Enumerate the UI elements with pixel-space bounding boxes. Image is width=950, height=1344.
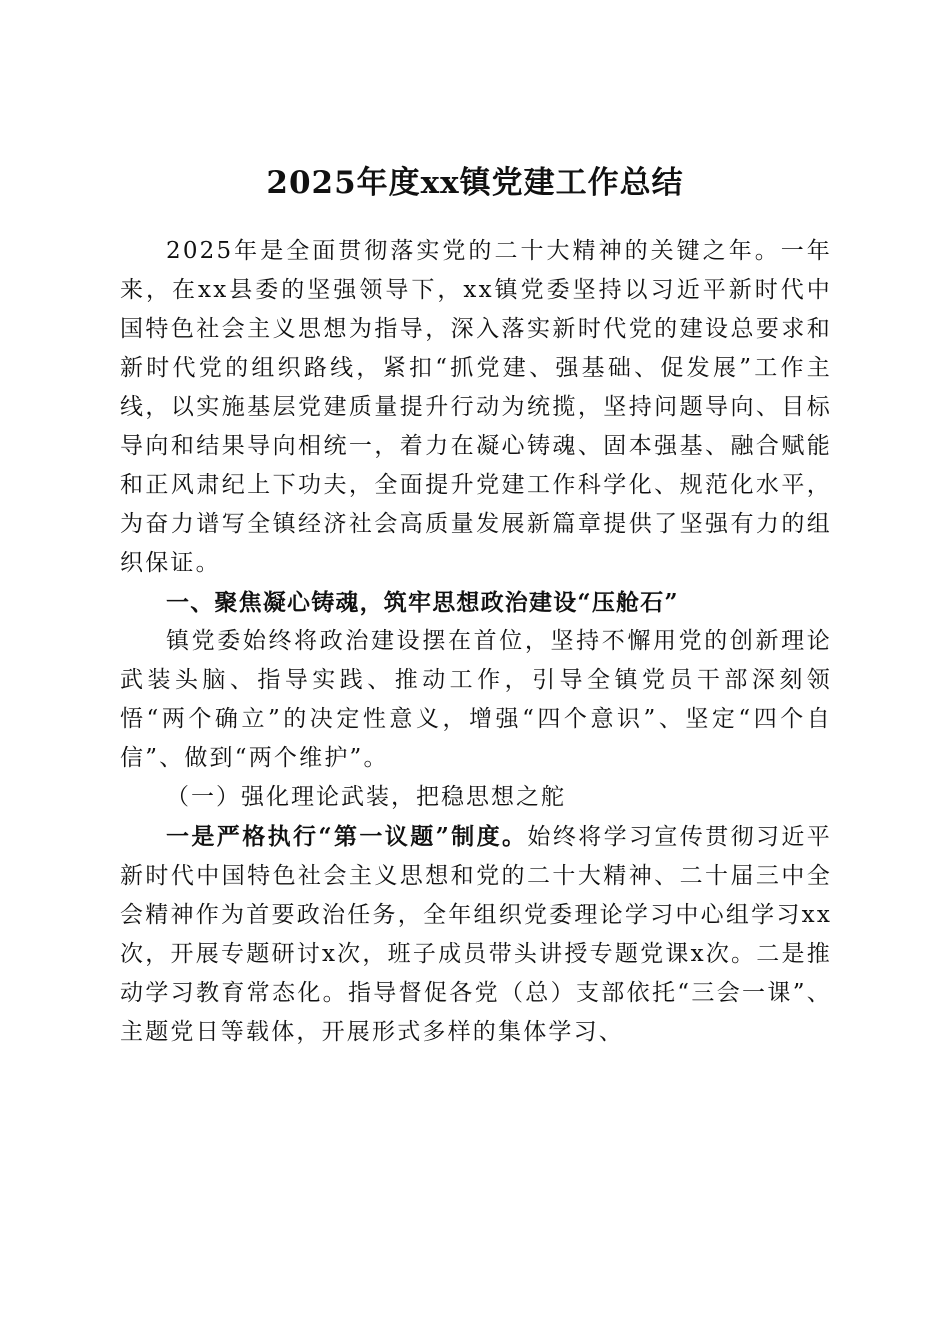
section-1-paragraph: 镇党委始终将政治建设摆在首位，坚持不懈用党的创新理论武装头脑、指导实践、推动工作，引导全镇党员干部深刻领悟“两个确立”的决定性意义，增强“四个意识”、坚定“四个自信”、做到“两个维护”。: [120, 628, 832, 771]
subsection-1-text: 始终将学习宣传贯彻习近平新时代中国特色社会主义思想和党的二十大精神、二十届三中全会精神作为首要政治任务，全年组织党委理论学习中心组学习xx次，开展专题研讨x次，班子成员带头讲授专题党课x次。二是推动学习教育常态化。指导督促各党（总）支部依托“三会一课”、主题党日等载体，开展形式多样的集体学习、: [120, 824, 832, 1045]
subsection-1-lead: 一是严格执行“第一议题”制度。: [166, 823, 528, 850]
subsection-1-paragraph: [120, 817, 832, 1052]
document-body: [120, 232, 832, 1052]
subsection-1-heading: （一）强化理论武装，把稳思想之舵: [166, 784, 566, 810]
section-1-heading: 一、聚焦凝心铸魂，筑牢思想政治建设“压舱石”: [166, 589, 679, 616]
intro-paragraph: 2025年是全面贯彻落实党的二十大精神的关键之年。一年来，在xx县委的坚强领导下，xx镇党委坚持以习近平新时代中国特色社会主义思想为指导，深入落实新时代党的建设总要求和新时代党的组织路线，紧扣“抓党建、强基础、促发展”工作主线，以实施基层党建质量提升行动为统揽，坚持问题导向、目标导向和结果导向相统一，着力在凝心铸魂、固本强基、融合赋能和正风肃纪上下功夫，全面提升党建工作科学化、规范化水平，为奋力谱写全镇经济社会高质量发展新篇章提供了坚强有力的组织保证。: [120, 238, 832, 576]
document-title: 2025年度xx镇党建工作总结: [266, 164, 684, 201]
